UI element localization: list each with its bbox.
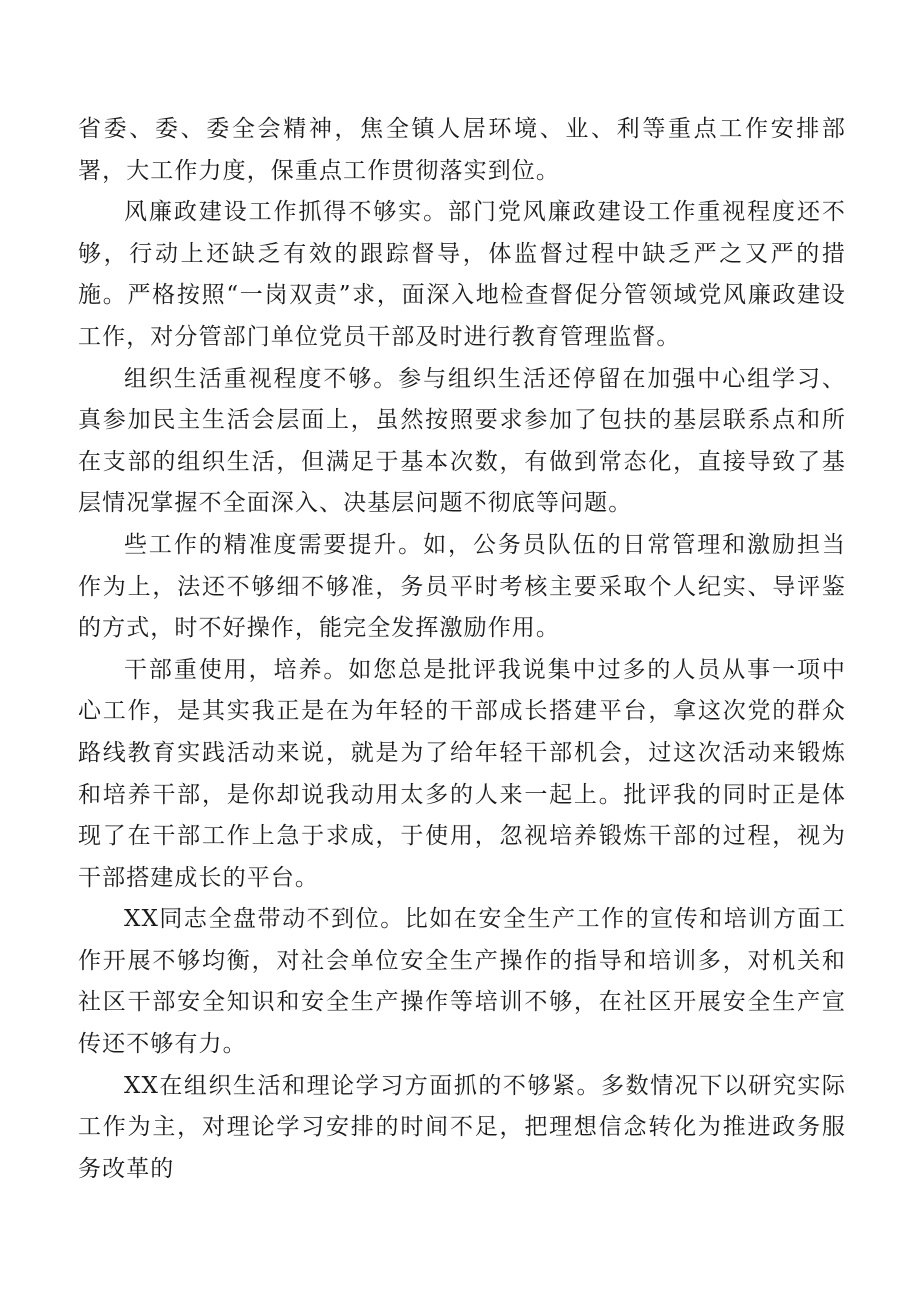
paragraph-3: 组织生活重视程度不够。参与组织生活还停留在加强中心组学习、真参加民主生活会层面上，虽然按照要求参加了包扶的基层联系点和所在支部的组织生活，但满足于基本次数，有做到常态化，直接导致了基层情况掌握不全面深入、决基层问题不彻底等问题。: [78, 365, 846, 517]
paragraph-2: 风廉政建设工作抓得不够实。部门党风廉政建设工作重视程度还不够，行动上还缺乏有效的跟踪督导，体监督过程中缺乏严之又严的措施。严格按照“一岗双责”求，面深入地检查督促分管领域党风廉政建设工作，对分管部门单位党员干部及时进行教育管理监督。: [78, 199, 846, 350]
paragraph-5: 干部重使用，培养。如您总是批评我说集中过多的人员从事一项中心工作，是其实我正是在为年轻的干部成长搭建平台，拿这次党的群众路线教育实践活动来说，就是为了给年轻干部机会，过这次活动来锻炼和培养干部，是你却说我动用太多的人来一起上。批评我的同时正是体现了在干部工作上急于求成，于使用，忽视培养锻炼干部的过程，视为干部搭建成长的平台。: [78, 656, 846, 891]
paragraph-7: XX在组织生活和理论学习方面抓的不够紧。多数情况下以研究实际工作为主，对理论学习安排的时间不足，把理想信念转化为推进政务服务改革的: [78, 1072, 846, 1182]
paragraph-4: 些工作的精准度需要提升。如，公务员队伍的日常管理和激励担当作为上，法还不够细不够准，务员平时考核主要采取个人纪实、导评鉴的方式，时不好操作，能完全发挥激励作用。: [78, 531, 846, 642]
paragraph-1: 省委、委、委全会精神，焦全镇人居环境、业、利等重点工作安排部署，大工作力度，保重点工作贯彻落实到位。: [78, 116, 846, 184]
paragraph-6: XX同志全盘带动不到位。比如在安全生产工作的宣传和培训方面工作开展不够均衡，对社会单位安全生产操作的指导和培训多，对机关和社区干部安全知识和安全生产操作等培训不够，在社区开展安全生产宣传还不够有力。: [78, 906, 846, 1058]
